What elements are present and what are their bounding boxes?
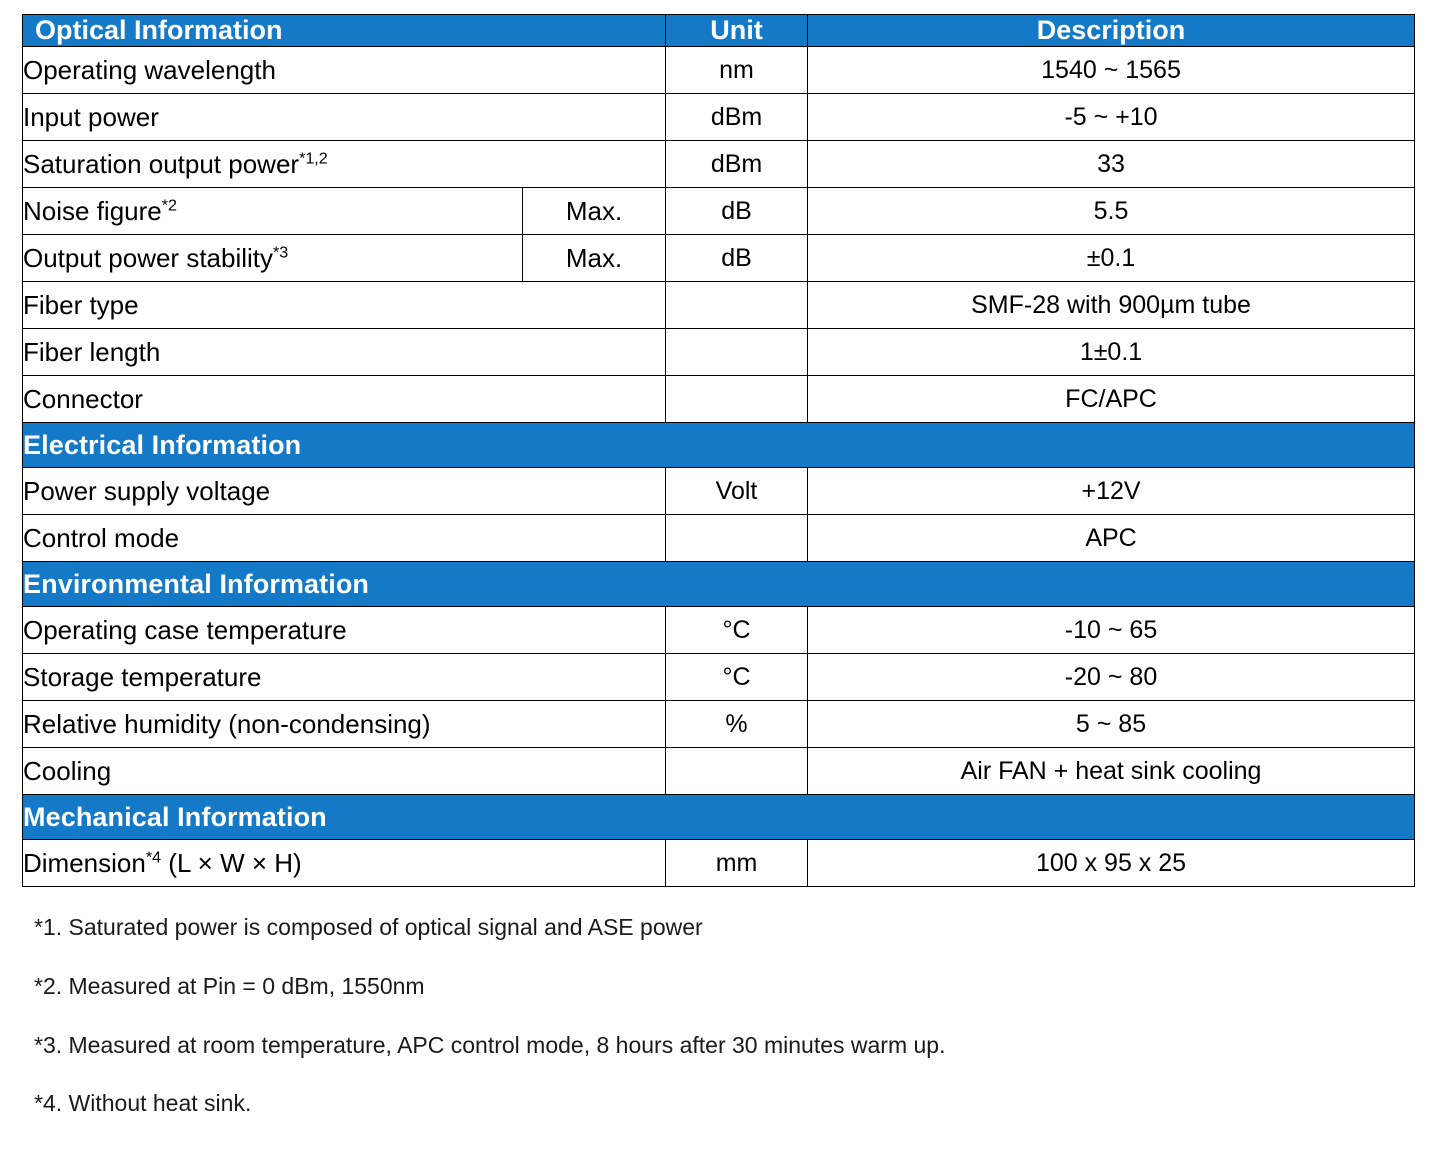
row-description: 1540 ~ 1565 bbox=[808, 47, 1415, 94]
row-label-footnote: *4 bbox=[145, 848, 162, 867]
row-unit bbox=[666, 748, 808, 795]
row-unit: °C bbox=[666, 654, 808, 701]
row-unit bbox=[666, 329, 808, 376]
table-row bbox=[23, 94, 1415, 141]
footnote-1: *1. Saturated power is composed of optical signal and ASE power bbox=[34, 914, 703, 940]
table-row bbox=[23, 376, 1415, 423]
column-header-unit: Unit bbox=[666, 15, 808, 47]
row-label: Cooling bbox=[23, 748, 666, 795]
table-row bbox=[23, 282, 1415, 329]
row-label: Fiber type bbox=[23, 282, 666, 329]
row-description: FC/APC bbox=[808, 376, 1415, 423]
row-description: +12V bbox=[808, 468, 1415, 515]
row-label-footnote: *2 bbox=[161, 196, 177, 215]
row-label-text: Noise figure bbox=[23, 195, 162, 226]
section-title: Environmental Information bbox=[23, 562, 1415, 607]
section-header-electrical-information bbox=[23, 423, 1415, 468]
row-unit: nm bbox=[666, 47, 808, 94]
footnote-3: *3. Measured at room temperature, APC control mode, 8 hours after 30 minutes warm up. bbox=[34, 1031, 946, 1058]
row-description: -10 ~ 65 bbox=[808, 607, 1415, 654]
column-header-optical-information: Optical Information bbox=[23, 15, 666, 47]
footnote-4: *4. Without heat sink. bbox=[34, 1090, 252, 1117]
row-description: SMF-28 with 900µm tube bbox=[808, 282, 1415, 329]
row-label bbox=[23, 840, 666, 887]
row-description: 100 x 95 x 25 bbox=[808, 840, 1415, 887]
row-description: ±0.1 bbox=[808, 235, 1415, 282]
row-unit bbox=[666, 376, 808, 423]
table-row bbox=[23, 748, 1415, 795]
row-label: Relative humidity (non-condensing) bbox=[23, 701, 666, 748]
row-unit: Volt bbox=[666, 468, 808, 515]
section-title: Electrical Information bbox=[23, 423, 1415, 468]
footnotes bbox=[22, 913, 1414, 1118]
row-unit: dBm bbox=[666, 141, 808, 188]
row-label: Input power bbox=[23, 94, 666, 141]
row-label-footnote: *3 bbox=[273, 243, 289, 262]
table-header-row bbox=[23, 15, 1415, 47]
table-row bbox=[23, 701, 1415, 748]
row-description: Air FAN + heat sink cooling bbox=[808, 748, 1415, 795]
table-row bbox=[23, 188, 1415, 235]
row-unit bbox=[666, 282, 808, 329]
row-label bbox=[23, 235, 523, 282]
table-row bbox=[23, 235, 1415, 282]
row-unit bbox=[666, 515, 808, 562]
table-row bbox=[23, 468, 1415, 515]
row-label: Operating case temperature bbox=[23, 607, 666, 654]
section-header-mechanical-information bbox=[23, 795, 1415, 840]
row-description: -20 ~ 80 bbox=[808, 654, 1415, 701]
row-qualifier: Max. bbox=[523, 188, 666, 235]
row-unit: % bbox=[666, 701, 808, 748]
row-description: APC bbox=[808, 515, 1415, 562]
row-label: Operating wavelength bbox=[23, 47, 666, 94]
row-label: Connector bbox=[23, 376, 666, 423]
row-unit: dBm bbox=[666, 94, 808, 141]
row-unit: dB bbox=[666, 188, 808, 235]
row-description: 33 bbox=[808, 141, 1415, 188]
row-label-text: Dimension bbox=[23, 847, 146, 878]
row-label-text: Output power stability bbox=[23, 242, 274, 273]
row-unit: mm bbox=[666, 840, 808, 887]
specification-table bbox=[22, 14, 1415, 887]
footnote-2: *2. Measured at Pin = 0 dBm, 1550nm bbox=[34, 972, 425, 999]
table-row bbox=[23, 329, 1415, 376]
row-label-text: Saturation output power bbox=[23, 148, 300, 179]
table-row bbox=[23, 607, 1415, 654]
row-description: -5 ~ +10 bbox=[808, 94, 1415, 141]
section-header-environmental-information bbox=[23, 562, 1415, 607]
row-label: Control mode bbox=[23, 515, 666, 562]
row-label-suffix: (L × W × H) bbox=[161, 847, 302, 878]
row-description: 1±0.1 bbox=[808, 329, 1415, 376]
row-label bbox=[23, 141, 666, 188]
table-row bbox=[23, 654, 1415, 701]
row-unit: dB bbox=[666, 235, 808, 282]
table-row bbox=[23, 47, 1415, 94]
row-label-footnote: *1,2 bbox=[299, 149, 328, 168]
row-label: Fiber length bbox=[23, 329, 666, 376]
row-qualifier: Max. bbox=[523, 235, 666, 282]
table-row bbox=[23, 840, 1415, 887]
row-label bbox=[23, 188, 523, 235]
row-description: 5 ~ 85 bbox=[808, 701, 1415, 748]
row-label: Storage temperature bbox=[23, 654, 666, 701]
row-unit: °C bbox=[666, 607, 808, 654]
table-row bbox=[23, 141, 1415, 188]
row-description: 5.5 bbox=[808, 188, 1415, 235]
column-header-description: Description bbox=[808, 15, 1415, 47]
table-row bbox=[23, 515, 1415, 562]
row-label: Power supply voltage bbox=[23, 468, 666, 515]
section-title: Mechanical Information bbox=[23, 795, 1415, 840]
